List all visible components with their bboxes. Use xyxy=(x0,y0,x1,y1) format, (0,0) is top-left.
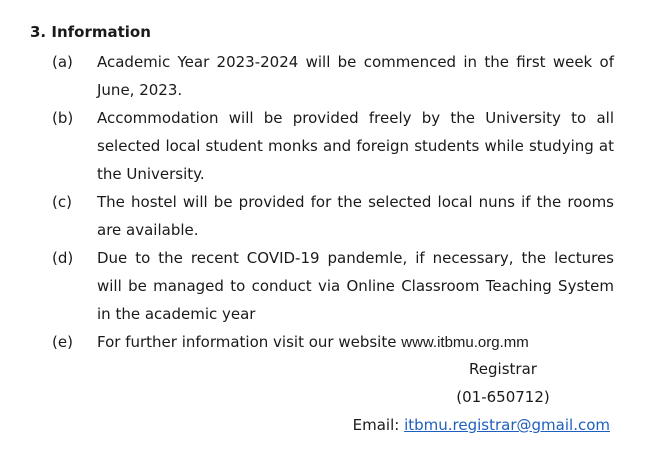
section-heading: 3. Information xyxy=(30,23,151,41)
registrar-phone: (01-650712) xyxy=(456,388,550,406)
list-marker: (a) xyxy=(52,53,73,71)
list-marker: (c) xyxy=(52,193,72,211)
signature-block xyxy=(310,355,610,439)
email-link[interactable]: itbmu.registrar@gmail.com xyxy=(404,416,610,434)
list-marker: (b) xyxy=(52,109,74,127)
list-item-text: Accommodation will be provided freely by the University to all selected local student monks and foreign students while studying at the University. xyxy=(97,109,614,183)
website-url: www.itbmu.org.mm xyxy=(401,334,529,351)
registrar-title: Registrar xyxy=(469,360,537,378)
list-item-text: Academic Year 2023-2024 will be commenced in the first week of June, 2023. xyxy=(97,53,614,99)
email-label: Email: xyxy=(352,416,405,434)
list-marker: (e) xyxy=(52,333,73,351)
list-item-text: Due to the recent COVID-19 pandemle, if necessary, the lectures will be managed to conduct via Online Classroom Teaching System in the academic year xyxy=(97,249,614,323)
list-item-text xyxy=(97,328,614,357)
list-marker: (d) xyxy=(52,249,74,267)
information-list xyxy=(52,48,614,357)
list-item-b xyxy=(52,104,614,188)
list-item-a xyxy=(52,48,614,104)
registrar-email-line xyxy=(310,411,610,439)
list-item-d xyxy=(52,244,614,328)
list-item-text: The hostel will be provided for the selected local nuns if the rooms are available. xyxy=(97,193,614,239)
list-item-e xyxy=(52,328,614,357)
list-item-c xyxy=(52,188,614,244)
list-item-text-prefix: For further information visit our website xyxy=(97,333,402,351)
